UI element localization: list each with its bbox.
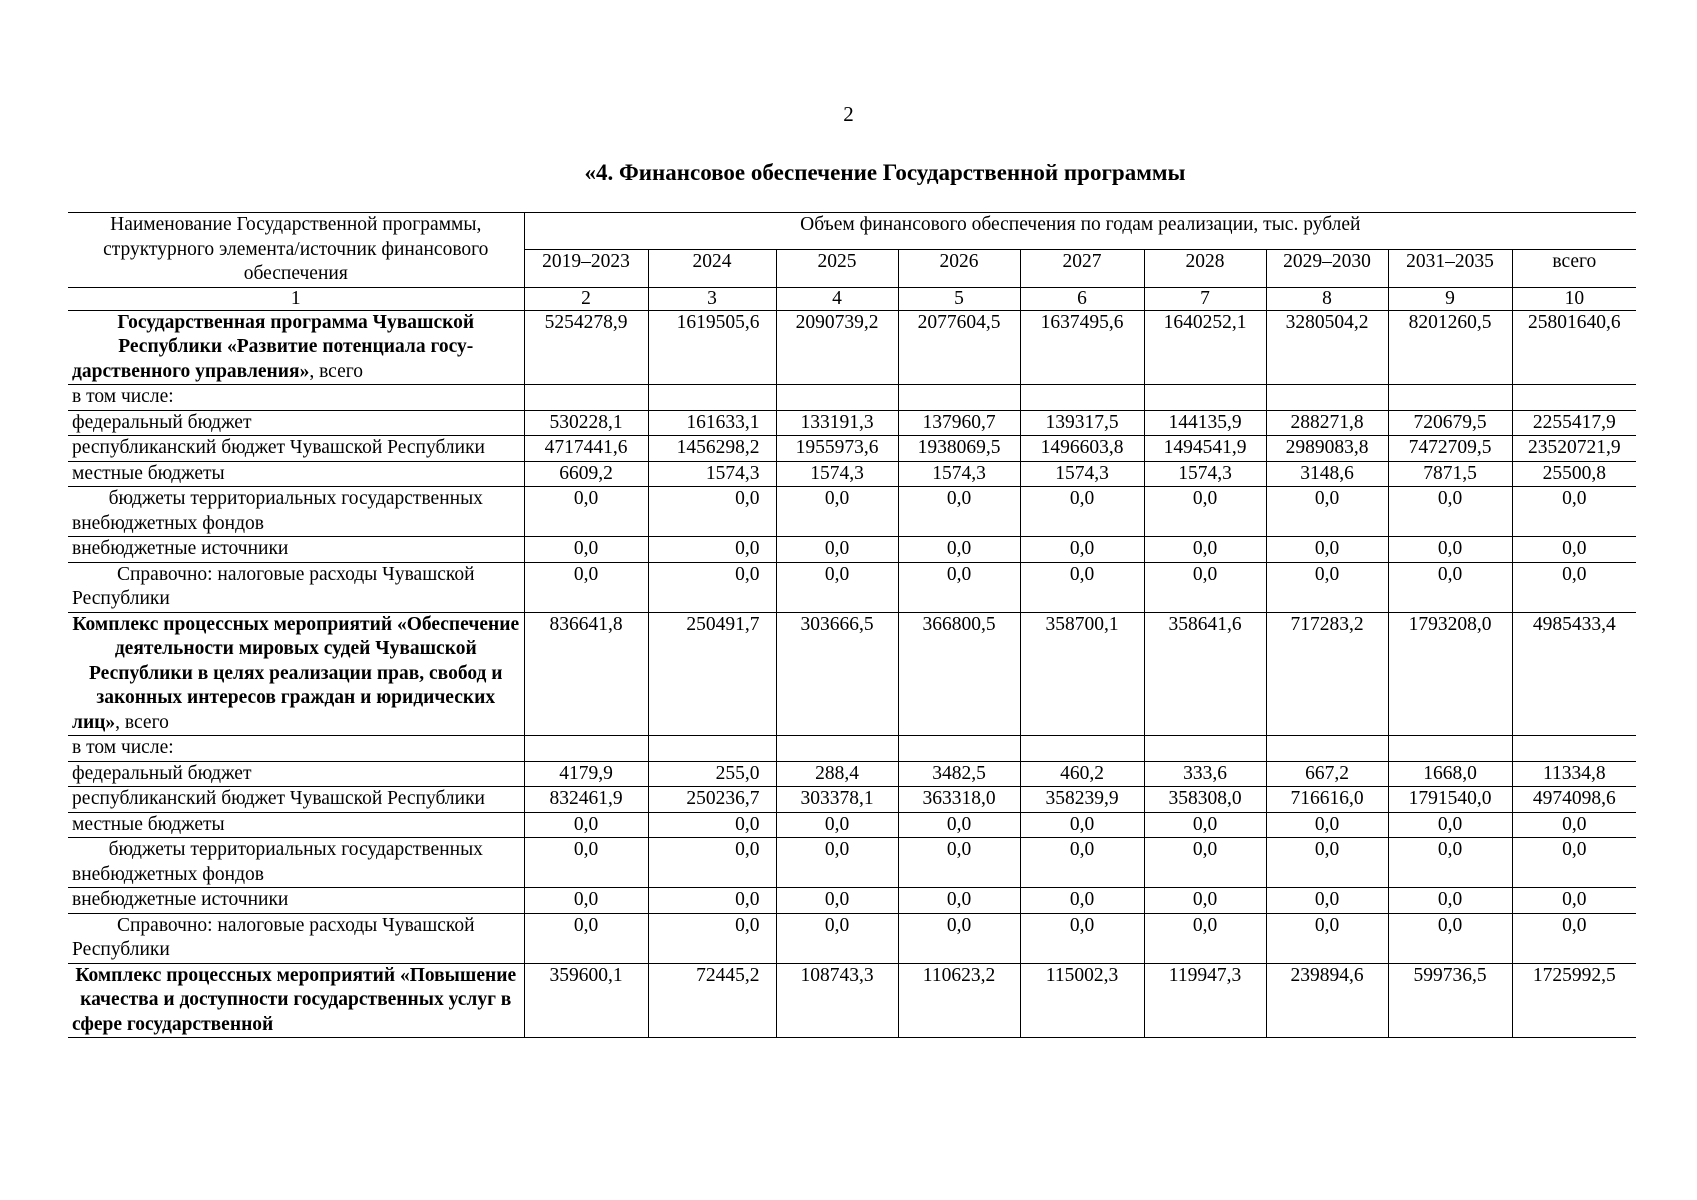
value-cell: 0,0 xyxy=(524,562,648,612)
value-cell: 4974098,6 xyxy=(1512,787,1636,813)
value-cell: 1938069,5 xyxy=(898,436,1020,462)
value-cell: 0,0 xyxy=(1144,562,1266,612)
value-cell: 1456298,2 xyxy=(648,436,776,462)
value-cell: 0,0 xyxy=(1512,888,1636,914)
value-cell: 8201260,5 xyxy=(1388,310,1512,385)
value-cell: 0,0 xyxy=(1388,537,1512,563)
row-name-suffix: , всего xyxy=(309,360,363,382)
table-row xyxy=(68,736,1636,762)
value-cell: 25801640,6 xyxy=(1512,310,1636,385)
row-name-cell xyxy=(68,410,524,436)
value-cell xyxy=(1144,385,1266,411)
value-cell: 0,0 xyxy=(1020,487,1144,537)
value-cell: 0,0 xyxy=(524,888,648,914)
value-cell xyxy=(1388,736,1512,762)
value-cell: 0,0 xyxy=(524,537,648,563)
row-name-cell xyxy=(68,736,524,762)
row-name-text: местные бюджеты xyxy=(72,813,225,835)
value-cell xyxy=(648,736,776,762)
value-cell: 23520721,9 xyxy=(1512,436,1636,462)
value-cell xyxy=(524,385,648,411)
row-name-text: бюджеты территориальных государственных внебюджетных фондов xyxy=(72,839,483,885)
header-row-1 xyxy=(68,213,1636,250)
value-cell: 0,0 xyxy=(898,487,1020,537)
value-cell: 0,0 xyxy=(1512,838,1636,888)
value-cell: 0,0 xyxy=(1144,913,1266,963)
value-cell: 358308,0 xyxy=(1144,787,1266,813)
value-cell: 133191,3 xyxy=(776,410,898,436)
value-cell: 358641,6 xyxy=(1144,612,1266,736)
value-cell: 717283,2 xyxy=(1266,612,1388,736)
value-cell: 0,0 xyxy=(776,838,898,888)
year-header-cell: 2026 xyxy=(898,250,1020,287)
row-name-cell xyxy=(68,812,524,838)
value-cell: 0,0 xyxy=(648,838,776,888)
value-cell: 250236,7 xyxy=(648,787,776,813)
column-number-row xyxy=(68,287,1636,310)
row-name-text: внебюджетные источники xyxy=(72,538,289,559)
value-cell: 161633,1 xyxy=(648,410,776,436)
row-name-text: республиканский бюджет Чувашской Республики xyxy=(72,437,485,458)
year-header-cell: 2019–2023 xyxy=(524,250,648,287)
value-cell: 0,0 xyxy=(524,838,648,888)
row-name-cell xyxy=(68,888,524,914)
value-cell: 108743,3 xyxy=(776,963,898,1038)
value-cell: 359600,1 xyxy=(524,963,648,1038)
value-cell: 137960,7 xyxy=(898,410,1020,436)
row-name-text: Справочно: налоговые расходы Чувашской Республики xyxy=(72,914,475,960)
row-name-cell xyxy=(68,385,524,411)
table-row xyxy=(68,537,1636,563)
value-cell: 1791540,0 xyxy=(1388,787,1512,813)
row-name-cell xyxy=(68,461,524,487)
value-cell: 0,0 xyxy=(1388,913,1512,963)
row-name-cell xyxy=(68,612,524,736)
value-cell xyxy=(1266,385,1388,411)
value-cell: 0,0 xyxy=(1266,838,1388,888)
row-name-text: Комплекс процессных мероприятий «Обеспечение деятельности мировых судей Чувашской Республики в целях реализации прав, свобод и законных интересов граждан и юридических лиц» xyxy=(72,613,520,733)
value-cell: 0,0 xyxy=(648,913,776,963)
value-cell xyxy=(776,385,898,411)
value-cell: 0,0 xyxy=(776,888,898,914)
year-header-cell: 2028 xyxy=(1144,250,1266,287)
row-name-text: в том числе: xyxy=(72,386,174,407)
value-cell: 0,0 xyxy=(524,487,648,537)
row-name-cell xyxy=(68,761,524,787)
value-cell: 460,2 xyxy=(1020,761,1144,787)
row-name-cell xyxy=(68,787,524,813)
value-cell: 0,0 xyxy=(1266,913,1388,963)
value-cell: 0,0 xyxy=(524,812,648,838)
column-number-cell: 4 xyxy=(776,287,898,310)
value-cell: 0,0 xyxy=(898,812,1020,838)
value-cell: 1640252,1 xyxy=(1144,310,1266,385)
value-cell xyxy=(776,736,898,762)
value-cell: 667,2 xyxy=(1266,761,1388,787)
value-cell xyxy=(1020,736,1144,762)
column-number-cell: 8 xyxy=(1266,287,1388,310)
table-row xyxy=(68,487,1636,537)
value-cell: 0,0 xyxy=(898,838,1020,888)
value-cell xyxy=(898,736,1020,762)
value-cell: 0,0 xyxy=(1144,537,1266,563)
value-cell: 0,0 xyxy=(898,888,1020,914)
value-cell: 0,0 xyxy=(1512,537,1636,563)
value-cell: 0,0 xyxy=(1020,562,1144,612)
value-cell: 0,0 xyxy=(776,562,898,612)
value-cell: 0,0 xyxy=(1388,562,1512,612)
value-cell: 2077604,5 xyxy=(898,310,1020,385)
year-header-cell: 2024 xyxy=(648,250,776,287)
value-cell: 119947,3 xyxy=(1144,963,1266,1038)
value-cell: 110623,2 xyxy=(898,963,1020,1038)
value-cell: 288271,8 xyxy=(1266,410,1388,436)
row-name-cell xyxy=(68,963,524,1038)
row-name-text: республиканский бюджет Чувашской Республики xyxy=(72,788,485,809)
value-cell: 333,6 xyxy=(1144,761,1266,787)
value-cell: 1637495,6 xyxy=(1020,310,1144,385)
value-cell: 0,0 xyxy=(1512,487,1636,537)
value-cell: 0,0 xyxy=(648,562,776,612)
value-cell: 250491,7 xyxy=(648,612,776,736)
row-name-text: бюджеты территориальных государственных внебюджетных фондов xyxy=(72,488,483,534)
value-cell: 366800,5 xyxy=(898,612,1020,736)
value-cell xyxy=(1512,385,1636,411)
column-number-cell: 10 xyxy=(1512,287,1636,310)
value-cell: 1955973,6 xyxy=(776,436,898,462)
value-cell: 1574,3 xyxy=(1020,461,1144,487)
column-number-cell: 7 xyxy=(1144,287,1266,310)
row-name-cell xyxy=(68,562,524,612)
value-cell: 720679,5 xyxy=(1388,410,1512,436)
value-cell: 0,0 xyxy=(648,888,776,914)
column-number-cell: 6 xyxy=(1020,287,1144,310)
value-cell xyxy=(1512,736,1636,762)
value-cell: 0,0 xyxy=(1144,487,1266,537)
year-header-cell: 2031–2035 xyxy=(1388,250,1512,287)
table-row xyxy=(68,612,1636,736)
value-cell: 363318,0 xyxy=(898,787,1020,813)
value-cell: 0,0 xyxy=(1144,888,1266,914)
value-cell: 255,0 xyxy=(648,761,776,787)
row-name-text: в том числе: xyxy=(72,737,174,758)
value-cell: 358700,1 xyxy=(1020,612,1144,736)
financing-table xyxy=(68,212,1636,1038)
table-row xyxy=(68,385,1636,411)
table-row xyxy=(68,562,1636,612)
value-cell xyxy=(1020,385,1144,411)
column-number-cell: 9 xyxy=(1388,287,1512,310)
value-cell: 0,0 xyxy=(898,913,1020,963)
value-cell: 288,4 xyxy=(776,761,898,787)
value-cell: 1725992,5 xyxy=(1512,963,1636,1038)
column-number-cell: 5 xyxy=(898,287,1020,310)
value-cell: 0,0 xyxy=(1266,888,1388,914)
column-number-cell: 2 xyxy=(524,287,648,310)
value-cell: 3482,5 xyxy=(898,761,1020,787)
value-cell: 0,0 xyxy=(1388,838,1512,888)
value-cell: 303666,5 xyxy=(776,612,898,736)
value-cell: 0,0 xyxy=(1266,562,1388,612)
value-cell: 7472709,5 xyxy=(1388,436,1512,462)
row-name-cell xyxy=(68,537,524,563)
value-cell: 2255417,9 xyxy=(1512,410,1636,436)
table-row xyxy=(68,761,1636,787)
value-cell: 530228,1 xyxy=(524,410,648,436)
value-cell: 0,0 xyxy=(1266,812,1388,838)
value-cell: 1793208,0 xyxy=(1388,612,1512,736)
year-header-cell: 2025 xyxy=(776,250,898,287)
page-number: 2 xyxy=(843,102,854,126)
table-row xyxy=(68,838,1636,888)
value-cell xyxy=(1266,736,1388,762)
value-cell: 303378,1 xyxy=(776,787,898,813)
value-cell: 139317,5 xyxy=(1020,410,1144,436)
value-cell xyxy=(898,385,1020,411)
value-cell: 0,0 xyxy=(1266,537,1388,563)
value-cell: 0,0 xyxy=(1512,812,1636,838)
value-cell: 25500,8 xyxy=(1512,461,1636,487)
value-cell: 0,0 xyxy=(1512,562,1636,612)
year-header-cell: всего xyxy=(1512,250,1636,287)
value-cell: 6609,2 xyxy=(524,461,648,487)
table-row xyxy=(68,436,1636,462)
row-name-cell xyxy=(68,913,524,963)
value-cell: 0,0 xyxy=(1512,913,1636,963)
value-cell: 0,0 xyxy=(776,537,898,563)
value-cell: 1668,0 xyxy=(1388,761,1512,787)
value-cell: 358239,9 xyxy=(1020,787,1144,813)
value-cell: 836641,8 xyxy=(524,612,648,736)
value-cell xyxy=(524,736,648,762)
value-cell: 0,0 xyxy=(776,812,898,838)
row-name-text: внебюджетные источники xyxy=(72,889,289,910)
value-cell: 0,0 xyxy=(648,812,776,838)
value-cell: 0,0 xyxy=(1388,888,1512,914)
table-body xyxy=(68,310,1636,1038)
value-cell: 0,0 xyxy=(1144,838,1266,888)
year-header-cell: 2027 xyxy=(1020,250,1144,287)
document-title: «4. Финансовое обеспечение Государственной программы xyxy=(584,160,1186,185)
value-cell: 4985433,4 xyxy=(1512,612,1636,736)
value-cell: 0,0 xyxy=(648,487,776,537)
value-cell: 3280504,2 xyxy=(1266,310,1388,385)
value-cell: 0,0 xyxy=(1020,537,1144,563)
value-cell: 0,0 xyxy=(1020,812,1144,838)
value-cell: 4179,9 xyxy=(524,761,648,787)
row-name-text: местные бюджеты xyxy=(72,462,225,484)
value-cell: 0,0 xyxy=(1388,812,1512,838)
table-row xyxy=(68,888,1636,914)
value-cell: 3148,6 xyxy=(1266,461,1388,487)
column-number-cell: 1 xyxy=(68,287,524,310)
value-cell: 0,0 xyxy=(898,537,1020,563)
value-cell: 0,0 xyxy=(1020,888,1144,914)
column-number-cell: 3 xyxy=(648,287,776,310)
value-cell: 832461,9 xyxy=(524,787,648,813)
value-cell: 1574,3 xyxy=(1144,461,1266,487)
value-cell: 0,0 xyxy=(1144,812,1266,838)
value-cell: 115002,3 xyxy=(1020,963,1144,1038)
header-name-cell: Наименование Государственной программы, структурного элемента/источник финансового обеспечения xyxy=(68,213,524,288)
row-name-text: федеральный бюджет xyxy=(72,411,252,433)
value-cell: 1494541,9 xyxy=(1144,436,1266,462)
table-row xyxy=(68,963,1636,1038)
value-cell: 4717441,6 xyxy=(524,436,648,462)
value-cell: 1574,3 xyxy=(898,461,1020,487)
value-cell: 11334,8 xyxy=(1512,761,1636,787)
value-cell: 0,0 xyxy=(898,562,1020,612)
value-cell: 599736,5 xyxy=(1388,963,1512,1038)
value-cell: 716616,0 xyxy=(1266,787,1388,813)
year-header-cell: 2029–2030 xyxy=(1266,250,1388,287)
value-cell: 0,0 xyxy=(1020,913,1144,963)
value-cell: 0,0 xyxy=(776,487,898,537)
value-cell: 0,0 xyxy=(524,913,648,963)
value-cell: 1619505,6 xyxy=(648,310,776,385)
value-cell: 2090739,2 xyxy=(776,310,898,385)
value-cell: 1496603,8 xyxy=(1020,436,1144,462)
value-cell: 144135,9 xyxy=(1144,410,1266,436)
value-cell: 1574,3 xyxy=(776,461,898,487)
value-cell: 0,0 xyxy=(1020,838,1144,888)
value-cell: 0,0 xyxy=(776,913,898,963)
row-name-text: Государственная программа Чувашской Республики «Развитие потенциала государственного управления» xyxy=(72,311,475,382)
table-row xyxy=(68,812,1636,838)
value-cell: 239894,6 xyxy=(1266,963,1388,1038)
row-name-cell xyxy=(68,310,524,385)
value-cell: 0,0 xyxy=(1388,487,1512,537)
table-row xyxy=(68,913,1636,963)
value-cell xyxy=(1144,736,1266,762)
value-cell xyxy=(1388,385,1512,411)
value-cell: 2989083,8 xyxy=(1266,436,1388,462)
table-row xyxy=(68,310,1636,385)
row-name-cell xyxy=(68,487,524,537)
row-name-text: федеральный бюджет xyxy=(72,762,252,784)
row-name-suffix: , всего xyxy=(115,711,169,733)
value-cell: 5254278,9 xyxy=(524,310,648,385)
value-cell: 0,0 xyxy=(1266,487,1388,537)
value-cell xyxy=(648,385,776,411)
value-cell: 1574,3 xyxy=(648,461,776,487)
value-cell: 0,0 xyxy=(648,537,776,563)
row-name-text: Комплекс процессных мероприятий «Повышение качества и доступности государственных услуг в сфере государственной xyxy=(72,964,517,1035)
value-cell: 7871,5 xyxy=(1388,461,1512,487)
table-row xyxy=(68,410,1636,436)
row-name-text: Справочно: налоговые расходы Чувашской Республики xyxy=(72,563,475,609)
table-row xyxy=(68,461,1636,487)
row-name-cell xyxy=(68,436,524,462)
value-cell: 72445,2 xyxy=(648,963,776,1038)
table-row xyxy=(68,787,1636,813)
row-name-cell xyxy=(68,838,524,888)
header-volume-cell: Объем финансового обеспечения по годам реализации, тыс. рублей xyxy=(524,213,1636,250)
